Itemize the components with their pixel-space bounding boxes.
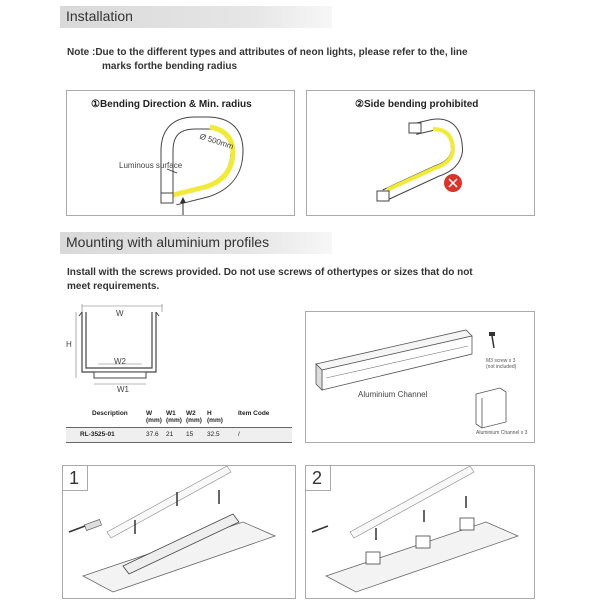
mounting-heading-bar [60,232,332,254]
mounting-note-line2: meet requirements. [67,281,160,292]
table-header-h: H (mm) [207,410,223,424]
step-1-box [62,465,296,599]
prohibited-icon [444,174,462,192]
step-1-number: 1 [69,468,80,488]
screw-icon [489,332,495,348]
table-cell-w1: 21 [166,431,174,438]
table-header-description: Description [92,410,128,417]
table-cell-item-code: / [238,431,240,438]
profile-label-w: W [116,309,124,318]
table-header-item-code: Item Code [238,410,270,417]
channel-label: Aluminium Channel [358,390,428,399]
channel-illustration [306,312,534,442]
channel-small-label: Aluminium Channel x 3 [476,430,528,436]
installation-note [67,46,468,74]
step-2-illustration [306,466,534,598]
step-2-box [305,465,535,599]
side-bending-title: ②Side bending prohibited [355,99,479,110]
aluminium-channel-box [305,311,535,443]
bending-direction-title: ①Bending Direction & Min. radius [91,99,252,110]
profile-label-w2: W2 [114,357,126,366]
table-cell-description: RL-3525-01 [80,431,115,438]
radius-label: Ø 500mm [198,131,235,152]
screw-label-line1: M3 screw x 3 [486,358,516,364]
mounting-note [67,266,473,294]
screw-label-line2: (not included) [486,364,517,370]
bending-illustration [67,91,294,215]
step-1-illustration [63,466,295,598]
spec-table [66,410,292,444]
table-cell-h: 32.5 [207,431,220,438]
installation-heading: Installation [66,8,133,24]
table-header-w: W (mm) [146,410,162,424]
profile-label-w1: W1 [117,385,129,394]
installation-heading-bar [60,6,332,28]
luminous-surface-label: Luminous surface [119,161,183,170]
table-header-w2: W2 (mm) [186,410,202,424]
installation-note-line2: marks forthe bending radius [102,61,238,72]
bending-direction-box [66,90,295,216]
side-bending-box [306,90,535,216]
side-bending-illustration [307,91,534,215]
table-cell-w2: 15 [186,431,194,438]
table-row [66,427,292,443]
installation-note-line1: Note :Due to the different types and attributes of neon lights, please refer to the, line [67,47,468,58]
profile-label-h: H [66,340,72,349]
mounting-note-line1: Install with the screws provided. Do not use screws of othertypes or sizes that do not [67,267,473,278]
mounting-heading: Mounting with aluminium profiles [66,234,270,250]
table-cell-w: 37.6 [146,431,159,438]
step-2-number: 2 [312,468,323,488]
table-header-w1: W1 (mm) [166,410,182,424]
